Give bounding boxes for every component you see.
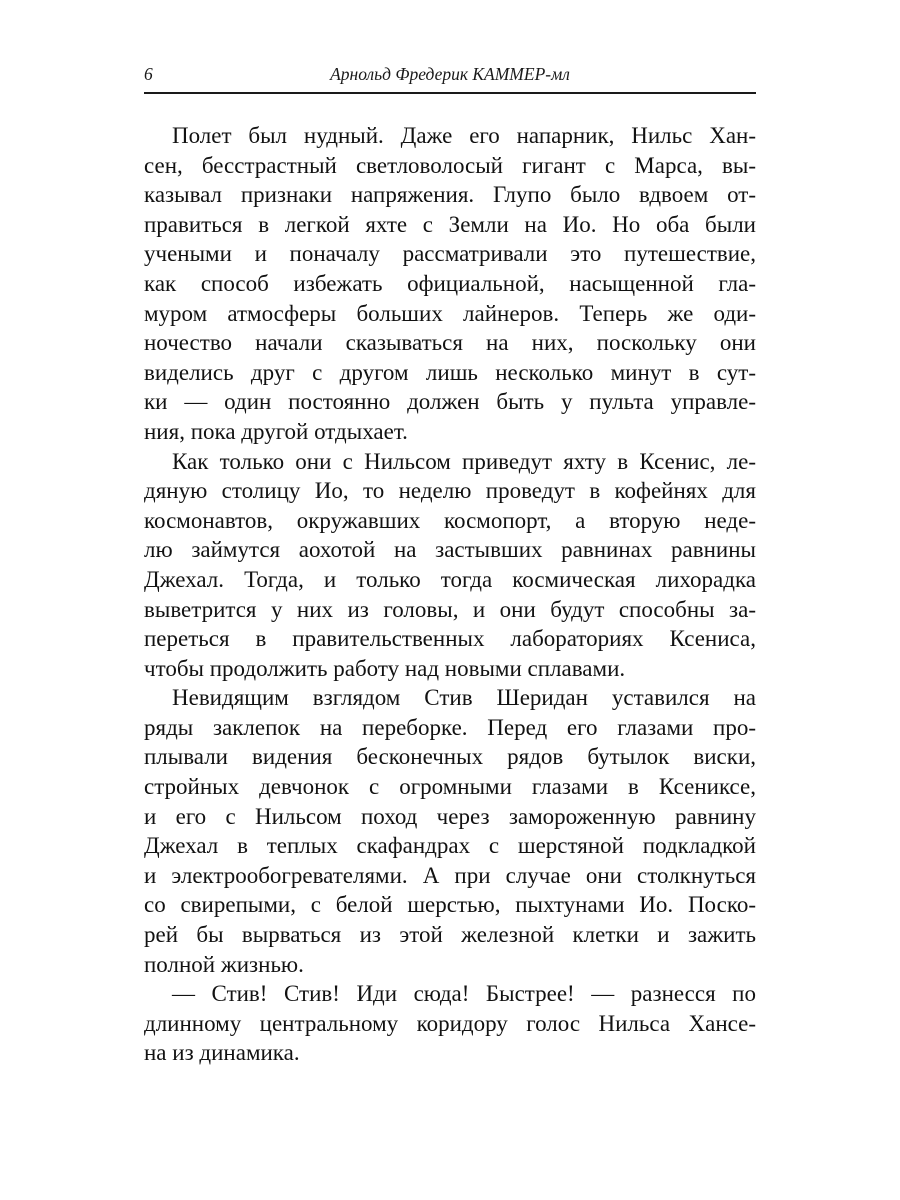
- text-line: длинному центральному коридору голос Нильса Хансе-: [144, 1010, 756, 1036]
- text-line: переться в правительственных лабораториях Ксениса,: [144, 626, 756, 652]
- text-line: Джехал в теплых скафандрах с шерстяной подкладкой: [144, 833, 756, 859]
- text-line: на из динамика.: [144, 1040, 300, 1066]
- text-line: плывали видения бесконечных рядов бутылок виски,: [144, 744, 756, 770]
- text-line: и его с Нильсом поход через замороженную равнину: [144, 803, 756, 829]
- text-line: рей бы вырваться из этой железной клетки и зажить: [144, 922, 756, 948]
- text-body: [144, 121, 756, 1068]
- text-line: виделись друг с другом лишь несколько минут в сут-: [144, 359, 756, 385]
- text-line: стройных девчонок с огромными глазами в Ксениксе,: [144, 774, 756, 800]
- text-line: как способ избежать официальной, насыщенной гла-: [144, 270, 756, 296]
- text-line: Как только они с Нильсом приведут яхту в Ксенис, ле-: [172, 448, 756, 474]
- text-line: ночество начали сказываться на них, поскольку они: [144, 330, 756, 356]
- paragraph: [144, 979, 756, 1068]
- text-line: со свирепыми, с белой шерстью, пыхтунами Ио. Поско-: [144, 892, 756, 918]
- running-title: Арнольд Фредерик КАММЕР-мл: [330, 64, 570, 84]
- text-line: сен, бесстрастный светловолосый гигант с Марса, вы-: [144, 152, 756, 178]
- text-line: выветрится у них из головы, и они будут способны за-: [144, 596, 756, 622]
- text-line: — Стив! Стив! Иди сюда! Быстрее! — разнесся по: [172, 981, 756, 1007]
- paragraph: [144, 447, 756, 684]
- text-line: ки — один постоянно должен быть у пульта управле-: [144, 389, 756, 415]
- text-line: казывал признаки напряжения. Глупо было вдвоем от-: [144, 182, 756, 208]
- text-line: Невидящим взглядом Стив Шеридан уставился на: [172, 685, 756, 711]
- text-line: ния, пока другой отдыхает.: [144, 418, 408, 444]
- text-line: чтобы продолжить работу над новыми сплавами.: [144, 655, 626, 681]
- text-line: лю займутся аохотой на застывших равнинах равнины: [144, 537, 756, 563]
- paragraph: [144, 121, 756, 447]
- text-line: Джехал. Тогда, и только тогда космическая лихорадка: [144, 566, 756, 592]
- text-line: полной жизнью.: [144, 951, 304, 977]
- text-line: ряды заклепок на переборке. Перед его глазами про-: [144, 714, 756, 740]
- text-line: и электрообогревателями. А при случае они столкнуться: [144, 862, 756, 888]
- paragraph: [144, 683, 756, 979]
- text-line: учеными и поначалу рассматривали это путешествие,: [144, 241, 756, 267]
- text-line: правиться в легкой яхте с Земли на Ио. Но оба были: [144, 211, 756, 237]
- text-line: космонавтов, окружавших космопорт, а вторую неде-: [144, 507, 756, 533]
- text-line: дяную столицу Ио, то неделю проведут в кофейнях для: [144, 478, 756, 504]
- text-line: Полет был нудный. Даже его напарник, Нильс Хан-: [172, 123, 756, 148]
- text-line: муром атмосферы больших лайнеров. Теперь же оди-: [144, 300, 756, 326]
- header-rule: [144, 92, 756, 94]
- page-header: [144, 0, 756, 84]
- page-number: 6: [144, 64, 153, 84]
